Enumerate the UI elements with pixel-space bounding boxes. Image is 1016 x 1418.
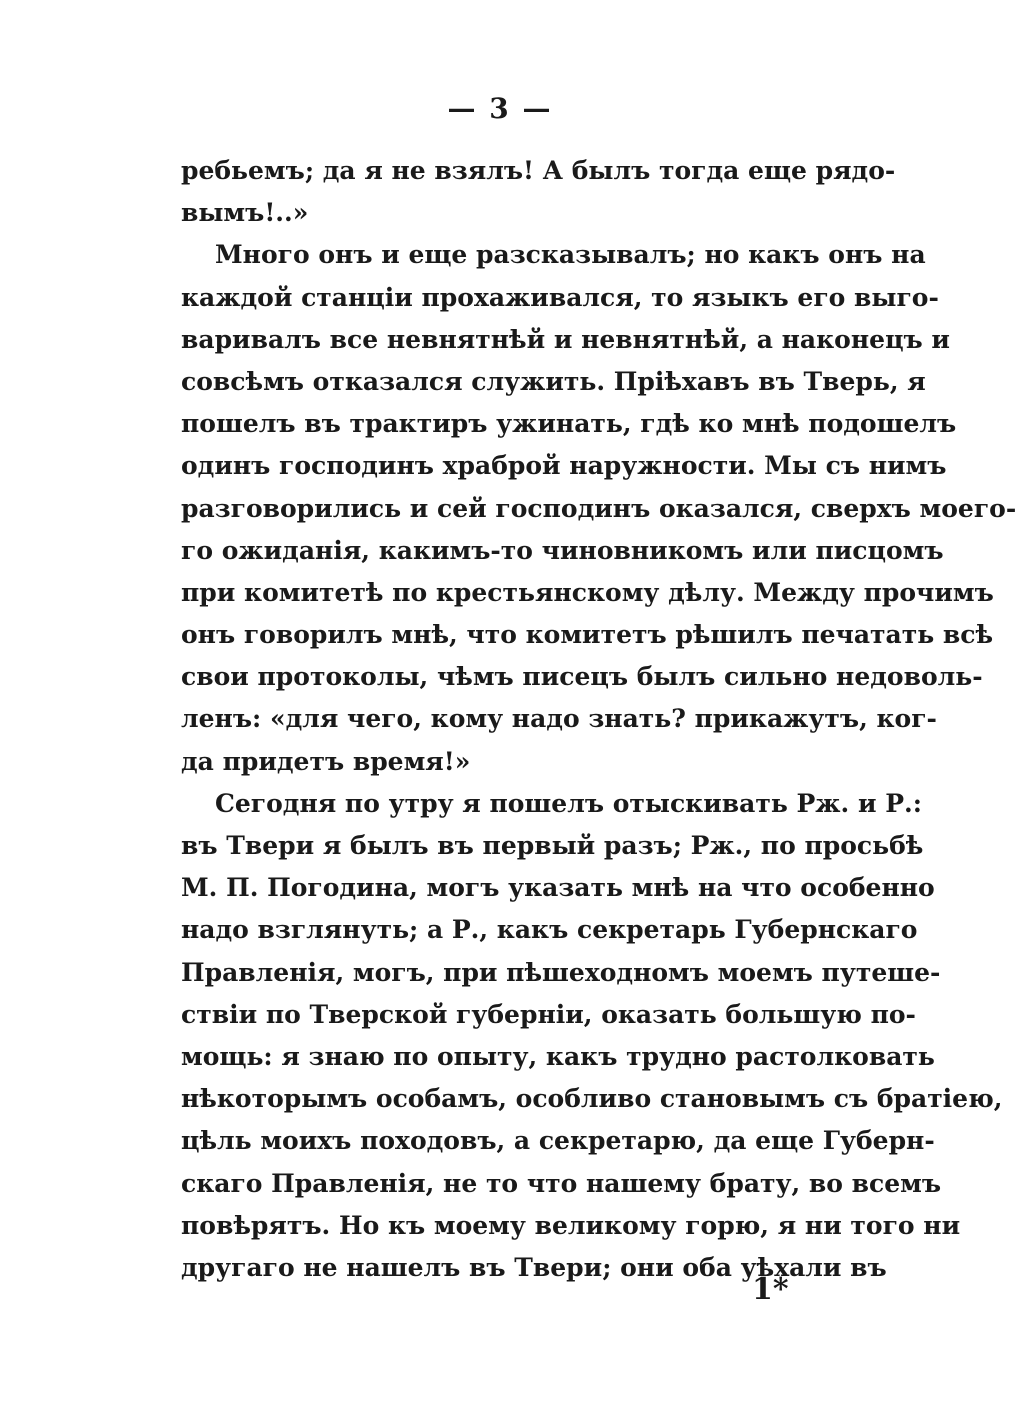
text-line: ленъ: «для чего, кому надо знать? прикажутъ, ког- [181, 704, 937, 734]
text-line: Правленія, могъ, при пѣшеходномъ моемъ путеше- [181, 957, 941, 987]
text-line: пошелъ въ трактиръ ужинать, гдѣ ко мнѣ подошелъ [181, 409, 957, 439]
text-line: повѣрятъ. Но къ моему великому горю, я ни того ни [181, 1210, 961, 1240]
text-line: каждой станціи прохаживался, то языкъ его выго- [181, 282, 939, 312]
text-line: надо взглянуть; а Р., какъ секретарь Губернскаго [181, 915, 918, 945]
text-line: скаго Правленія, не то что нашему брату, во всемъ [181, 1168, 942, 1198]
text-line: свои протоколы, чѣмъ писецъ былъ сильно недоволь- [181, 662, 983, 692]
text-line: варивалъ все невнятнѣй и невнятнѣй, а наконецъ и [181, 324, 950, 354]
text-line: ствіи по Тверской губерніи, оказать большую по- [181, 999, 916, 1029]
text-line: одинъ господинъ храброй наружности. Мы съ нимъ [181, 451, 947, 481]
text-line: мощь: я знаю по опыту, какъ трудно растолковать [181, 1041, 935, 1071]
text-line: Много онъ и еще разсказывалъ; но какъ онъ на [215, 240, 926, 270]
text-line: онъ говорилъ мнѣ, что комитетъ рѣшилъ печатать всѣ [181, 620, 994, 650]
text-line: другаго не нашелъ въ Твери; они оба уѣхали въ [181, 1252, 887, 1282]
text-line: ребьемъ; да я не взялъ! А былъ тогда еще рядо- [181, 156, 896, 185]
text-line: въ Твери я былъ въ первый разъ; Рж., по просьбѣ [181, 831, 924, 860]
text-line: нѣкоторымъ особамъ, особливо становымъ съ братіею, [181, 1084, 1003, 1114]
text-line: М. П. Погодина, могъ указать мнѣ на что особенно [181, 873, 935, 903]
text-line: го ожиданія, какимъ-то чиновникомъ или писцомъ [181, 535, 944, 565]
body-text [181, 150, 1016, 1289]
text-line: вымъ!..» [181, 198, 309, 228]
text-line: при комитетѣ по крестьянскому дѣлу. Между прочимъ [181, 577, 994, 607]
text-line: Сегодня по утру я пошелъ отыскивать Рж. и Р.: [215, 788, 922, 818]
text-line: разговорились и сей господинъ оказался, сверхъ моего- [181, 493, 1016, 523]
page-number: — 3 — [447, 92, 553, 125]
text-line: цѣль моихъ походовъ, а секретарю, да еще Губерн- [181, 1126, 935, 1156]
text-line: да придетъ время!» [181, 746, 471, 776]
text-line: совсѣмъ отказался служить. Пріѣхавъ въ Тверь, я [181, 366, 926, 396]
signature-mark: 1* [752, 1272, 789, 1307]
